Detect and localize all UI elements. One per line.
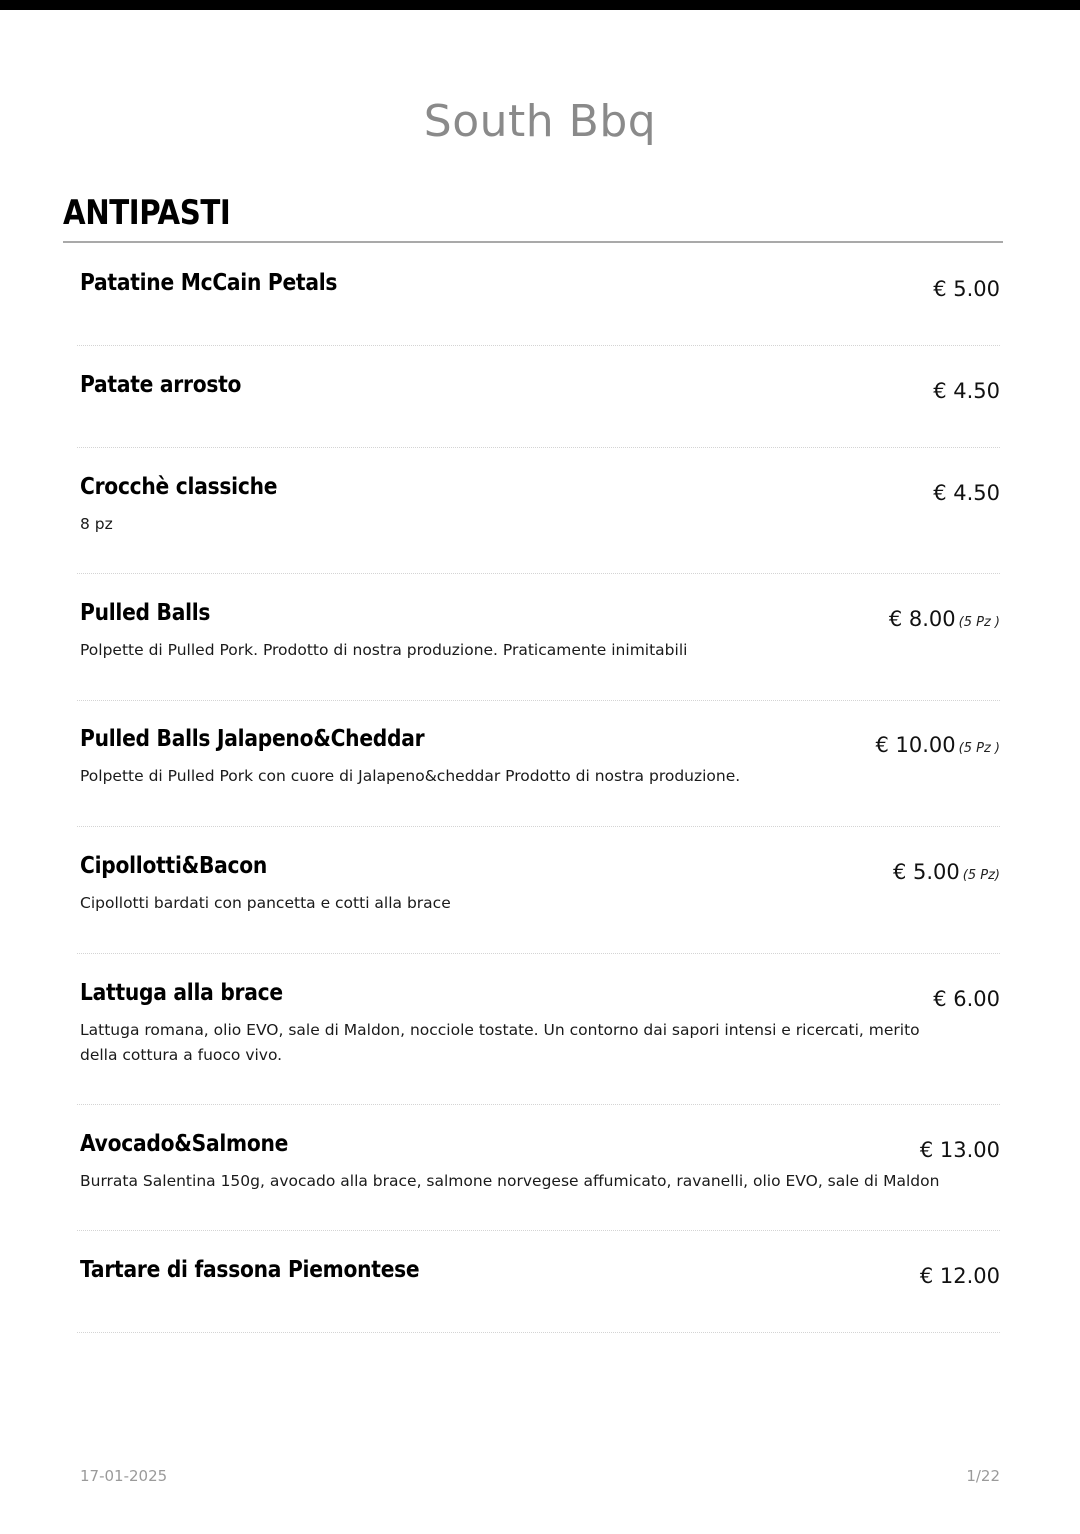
price-value: € 13.00 xyxy=(919,1138,1000,1162)
price-value: € 4.50 xyxy=(933,379,1000,403)
item-description: 8 pz xyxy=(80,515,113,533)
item-separator xyxy=(77,1230,1000,1231)
menu-item xyxy=(80,726,1000,789)
item-price xyxy=(933,379,1000,403)
item-description: Cipollotti bardati con pancetta e cotti alla brace xyxy=(80,894,451,912)
page-number: 1/22 xyxy=(966,1467,1000,1485)
price-quantity-note: (5 Pz) xyxy=(962,868,1000,883)
item-name: Crocchè classiche xyxy=(80,474,278,500)
item-name: Patate arrosto xyxy=(80,372,242,398)
menu-item xyxy=(80,1131,1000,1194)
menu-item xyxy=(80,600,1000,663)
item-price xyxy=(876,733,1001,757)
price-value: € 4.50 xyxy=(933,481,1000,505)
item-separator xyxy=(77,1104,1000,1105)
item-name: Cipollotti&Bacon xyxy=(80,853,268,879)
price-value: € 10.00 xyxy=(875,733,956,757)
section-divider xyxy=(63,241,1003,243)
item-name: Pulled Balls Jalapeno&Cheddar xyxy=(80,726,425,752)
price-value: € 12.00 xyxy=(919,1264,1000,1288)
price-value: € 6.00 xyxy=(933,987,1000,1011)
price-value: € 5.00 xyxy=(933,277,1000,301)
footer-date: 17-01-2025 xyxy=(80,1467,168,1485)
item-price xyxy=(920,1138,1000,1162)
item-name: Avocado&Salmone xyxy=(80,1131,289,1157)
item-name: Lattuga alla brace xyxy=(80,980,283,1006)
item-price xyxy=(889,607,1000,631)
menu-item xyxy=(80,474,1000,537)
price-quantity-note: (5 Pz ) xyxy=(958,615,1000,630)
item-price xyxy=(893,860,1000,884)
menu-item xyxy=(80,1257,1000,1288)
item-description: Lattuga romana, olio EVO, sale di Maldon, nocciole tostate. Un contorno dai sapori intensi e ricercati, merito della cottura a fuoco vivo. xyxy=(80,1021,920,1064)
item-name: Tartare di fassona Piemontese xyxy=(80,1257,420,1283)
price-value: € 8.00 xyxy=(888,607,956,631)
menu-item xyxy=(80,980,1000,1068)
section-title: ANTIPASTI xyxy=(63,193,231,233)
item-separator xyxy=(77,826,1000,827)
item-separator xyxy=(77,345,1000,346)
top-bar xyxy=(0,0,1080,10)
item-name: Patatine McCain Petals xyxy=(80,270,338,296)
menu-item xyxy=(80,853,1000,916)
item-separator xyxy=(77,573,1000,574)
price-value: € 5.00 xyxy=(892,860,960,884)
item-price xyxy=(933,987,1000,1011)
item-description: Polpette di Pulled Pork. Prodotto di nostra produzione. Praticamente inimitabili xyxy=(80,641,688,659)
item-separator xyxy=(77,1332,1000,1333)
item-description: Polpette di Pulled Pork con cuore di Jalapeno&cheddar Prodotto di nostra produzione. xyxy=(80,767,741,785)
item-description: Burrata Salentina 150g, avocado alla brace, salmone norvegese affumicato, ravanelli, olio EVO, sale di Maldon xyxy=(80,1172,940,1190)
item-price xyxy=(933,481,1000,505)
restaurant-title: South Bbq xyxy=(423,96,657,147)
item-name: Pulled Balls xyxy=(80,600,211,626)
item-price xyxy=(920,1264,1000,1288)
item-separator xyxy=(77,953,1000,954)
menu-item xyxy=(80,372,1000,403)
item-separator xyxy=(77,447,1000,448)
price-quantity-note: (5 Pz ) xyxy=(958,741,1000,756)
menu-item xyxy=(80,270,1000,301)
item-price xyxy=(933,277,1000,301)
item-separator xyxy=(77,700,1000,701)
